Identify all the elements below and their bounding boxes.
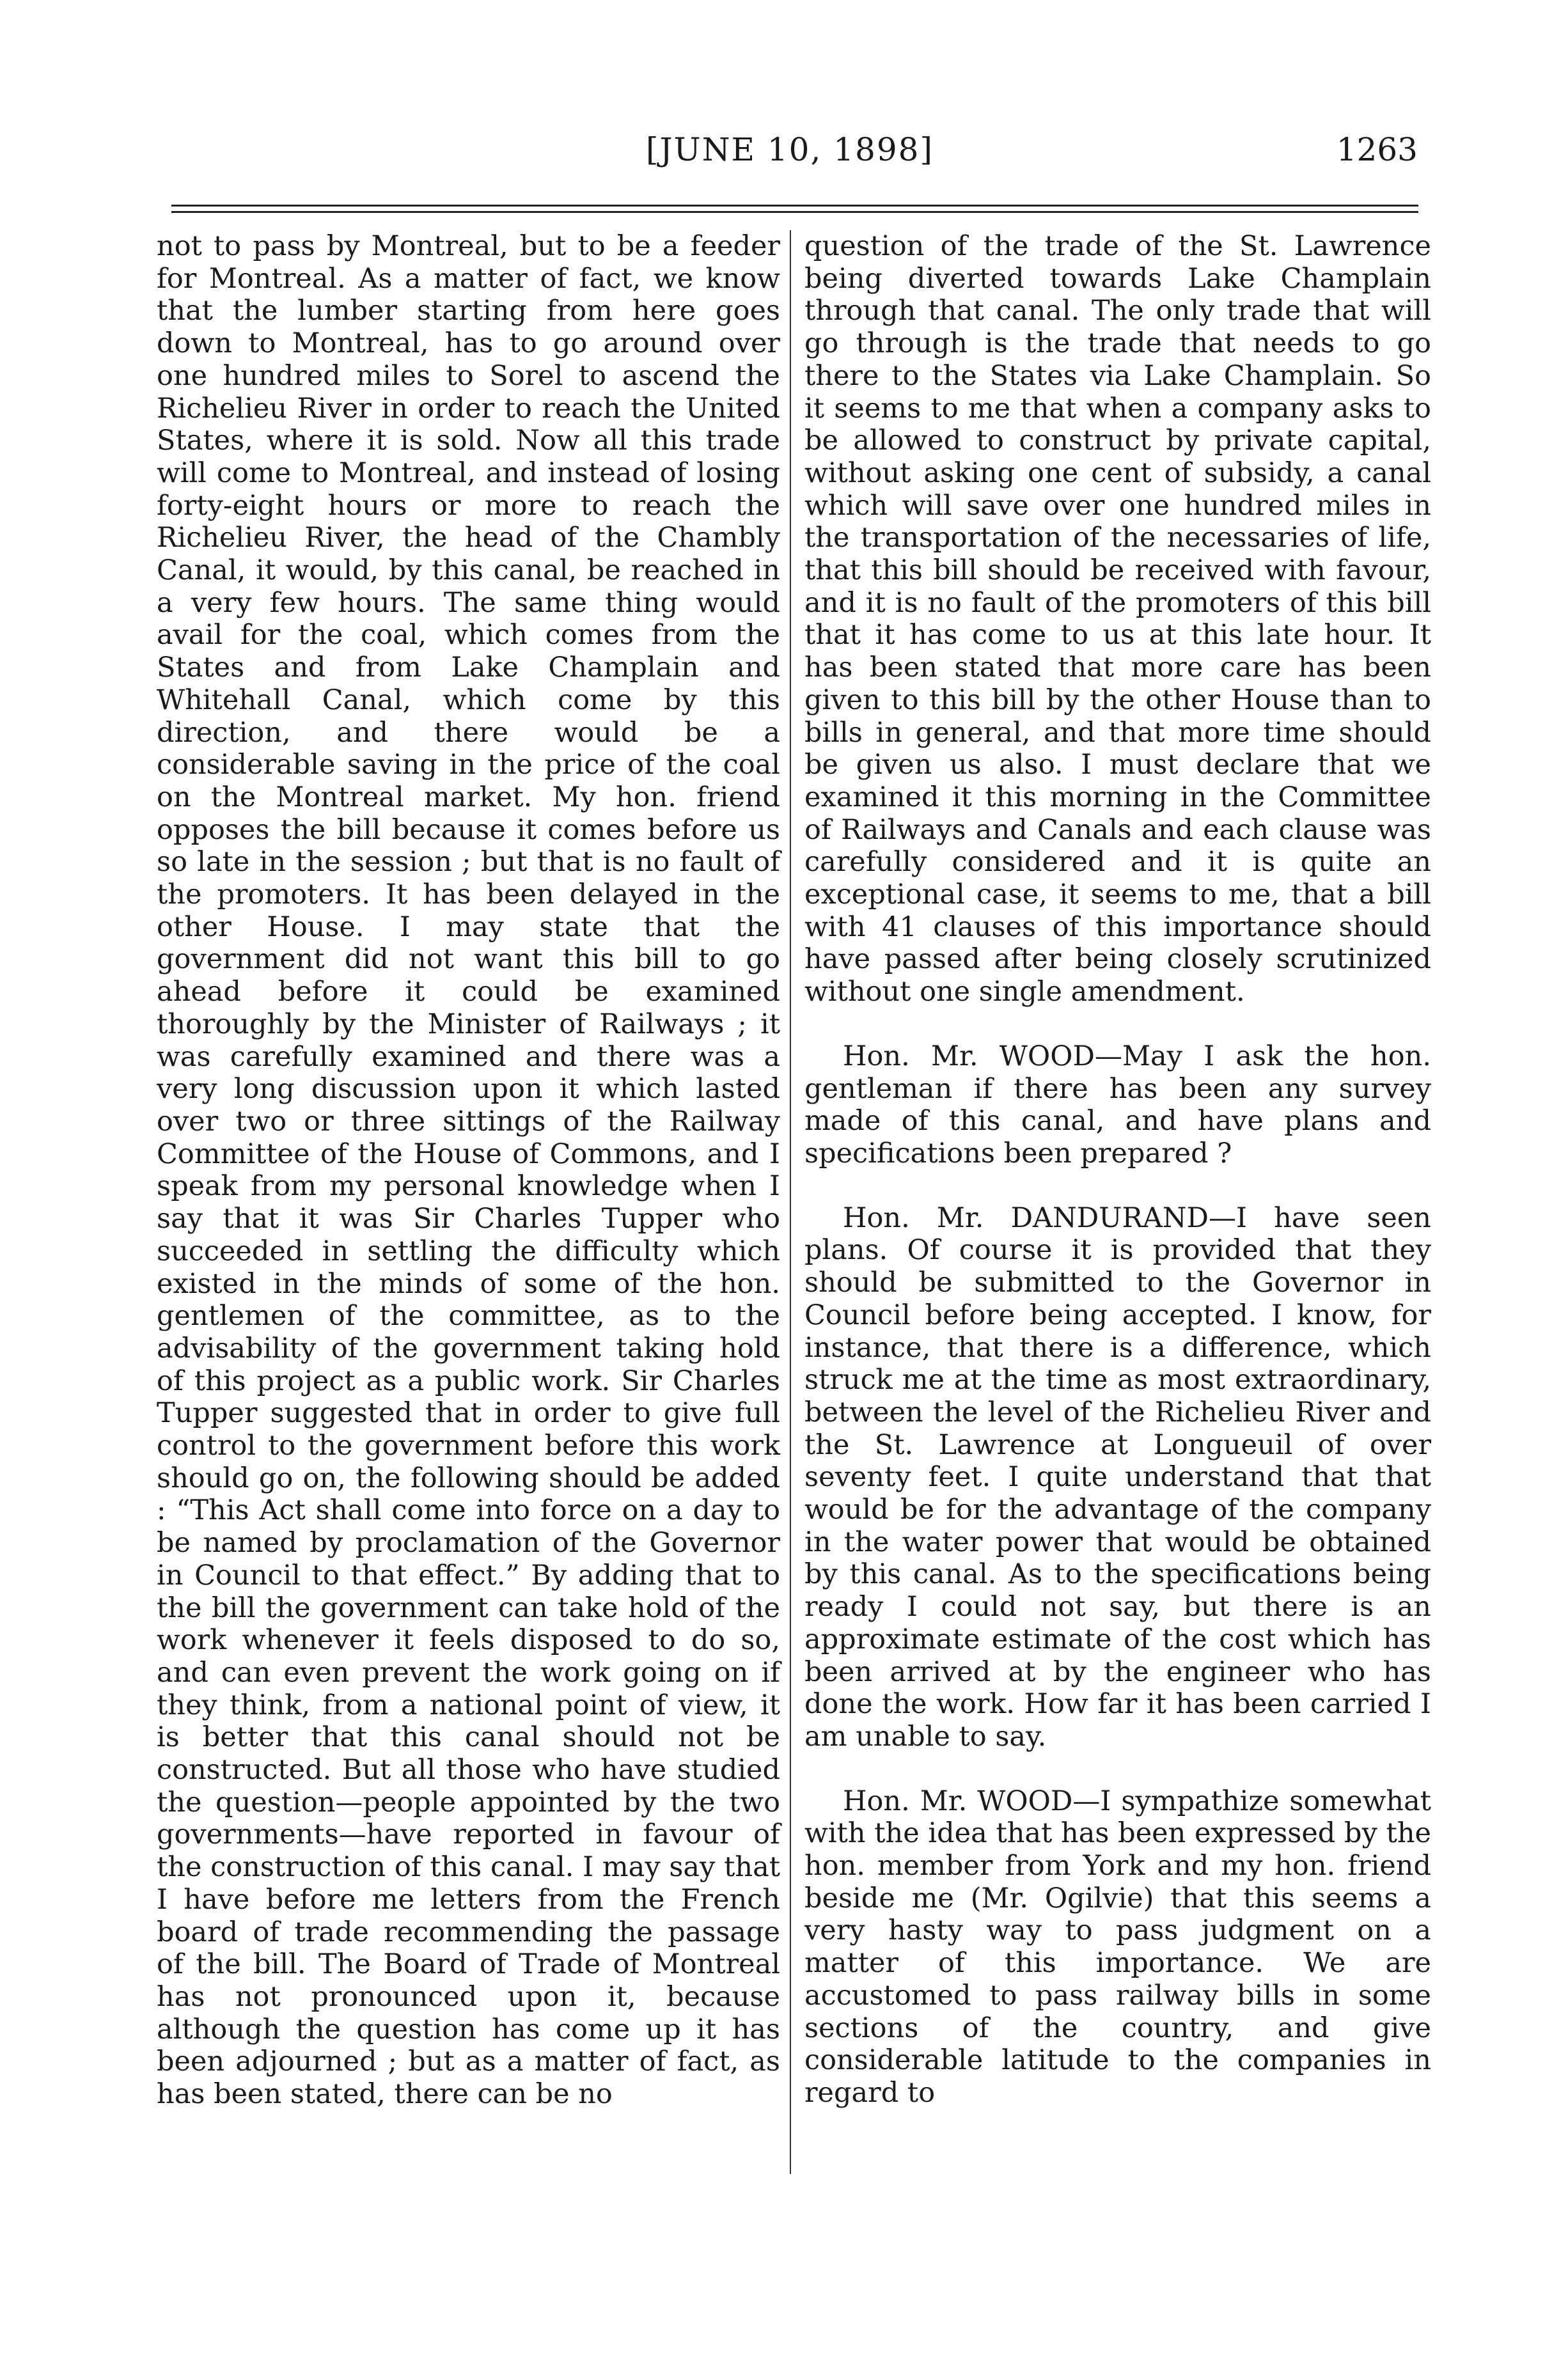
speech-dandurand-reply: Hon. Mr. DANDURAND—I have seen plans. Of course it is provided that they should be submitted to the Governor in Council before being accepted. I know, for instance, that there is a difference, which struck me at the time as most extraordinary, between the level of the Richelieu River and the St. Lawrence at Longueuil of over seventy feet. I quite understand that that would be for the advantage of the company in the water power that would be obtained by this canal. As to the specifications being ready I could not say, but there is an approximate estimate of the cost which has been arrived at by the engineer who has done the work. How far it has been carried I am unable to say. [804, 1201, 1431, 1753]
speech-wood-response: Hon. Mr. WOOD—I sympathize somewhat with the idea that has been expressed by the hon. member from York and my hon. friend beside me (Mr. Ogilvie) that this seems a very hasty way to pass judgment on a matter of this importance. We are accustomed to pass railway bills in some sections of the country, and give considerable latitude to the companies in regard to [804, 1785, 1431, 2109]
page-header [0, 131, 1568, 182]
header-rule-top [171, 205, 1418, 207]
left-column [157, 230, 780, 2111]
header-rule-bottom [171, 211, 1418, 213]
right-paragraph-1: question of the trade of the St. Lawrence being diverted towards Lake Champlain through that canal. The only trade that will go through is the trade that needs to go there to the States via Lake Champlain. So it seems to me that when a company asks to be allowed to construct by private capital, without asking one cent of subsidy, a canal which will save over one hundred miles in the transportation of the necessaries of life, that this bill should be received with favour, and it is no fault of the promoters of this bill that it has come to us at this late hour. It has been stated that more care has been given to this bill by the other House than to bills in general, and that more time should be given us also. I must declare that we examined it this morning in the Committee of Railways and Canals and each clause was carefully considered and it is quite an exceptional case, it seems to me, that a bill with 41 clauses of this importance should have passed after being closely scrutinized without one single amendment. [804, 230, 1431, 1008]
column-divider [790, 230, 791, 2174]
speech-wood-question: Hon. Mr. WOOD—May I ask the hon. gentleman if there has been any survey made of this canal, and have plans and specifications been prepared ? [804, 1040, 1431, 1170]
right-column [804, 230, 1431, 2109]
left-paragraph-1: not to pass by Montreal, but to be a feeder for Montreal. As a matter of fact, we know that the lumber starting from here goes down to Montreal, has to go around over one hundred miles to Sorel to ascend the Richelieu River in order to reach the United States, where it is sold. Now all this trade will come to Montreal, and instead of losing forty-eight hours or more to reach the Richelieu River, the head of the Chambly Canal, it would, by this canal, be reached in a very few hours. The same thing would avail for the coal, which comes from the States and from Lake Champlain and Whitehall Canal, which come by this direction, and there would be a considerable saving in the price of the coal on the Montreal market. My hon. friend opposes the bill because it comes before us so late in the session ; but that is no fault of the promoters. It has been delayed in the other House. I may state that the government did not want this bill to go ahead before it could be examined thoroughly by the Minister of Railways ; it was carefully examined and there was a very long discussion upon it which lasted over two or three sittings of the Railway Committee of the House of Commons, and I speak from my personal knowledge when I say that it was Sir Charles Tupper who succeeded in settling the difficulty which existed in the minds of some of the hon. gentlemen of the committee, as to the advisability of the government taking hold of this project as a public work. Sir Charles Tupper suggested that in order to give full control to the government before this work should go on, the following should be added : “This Act shall come into force on a day to be named by proclamation of the Governor in Council to that effect.” By adding that to the bill the government can take hold of the work whenever it feels disposed to do so, and can even prevent the work going on if they think, from a national point of view, it is better that this canal should not be constructed. But all those who have studied the question—people appointed by the two governments—have reported in favour of the construction of this canal. I may say that I have before me letters from the French board of trade recommending the passage of the bill. The Board of Trade of Montreal has not pronounced upon it, because although the question has come up it has been adjourned ; but as a matter of fact, as has been stated, there can be no [157, 230, 780, 2111]
header-date: [JUNE 10, 1898] [646, 131, 934, 168]
page-number: 1263 [1336, 131, 1418, 168]
